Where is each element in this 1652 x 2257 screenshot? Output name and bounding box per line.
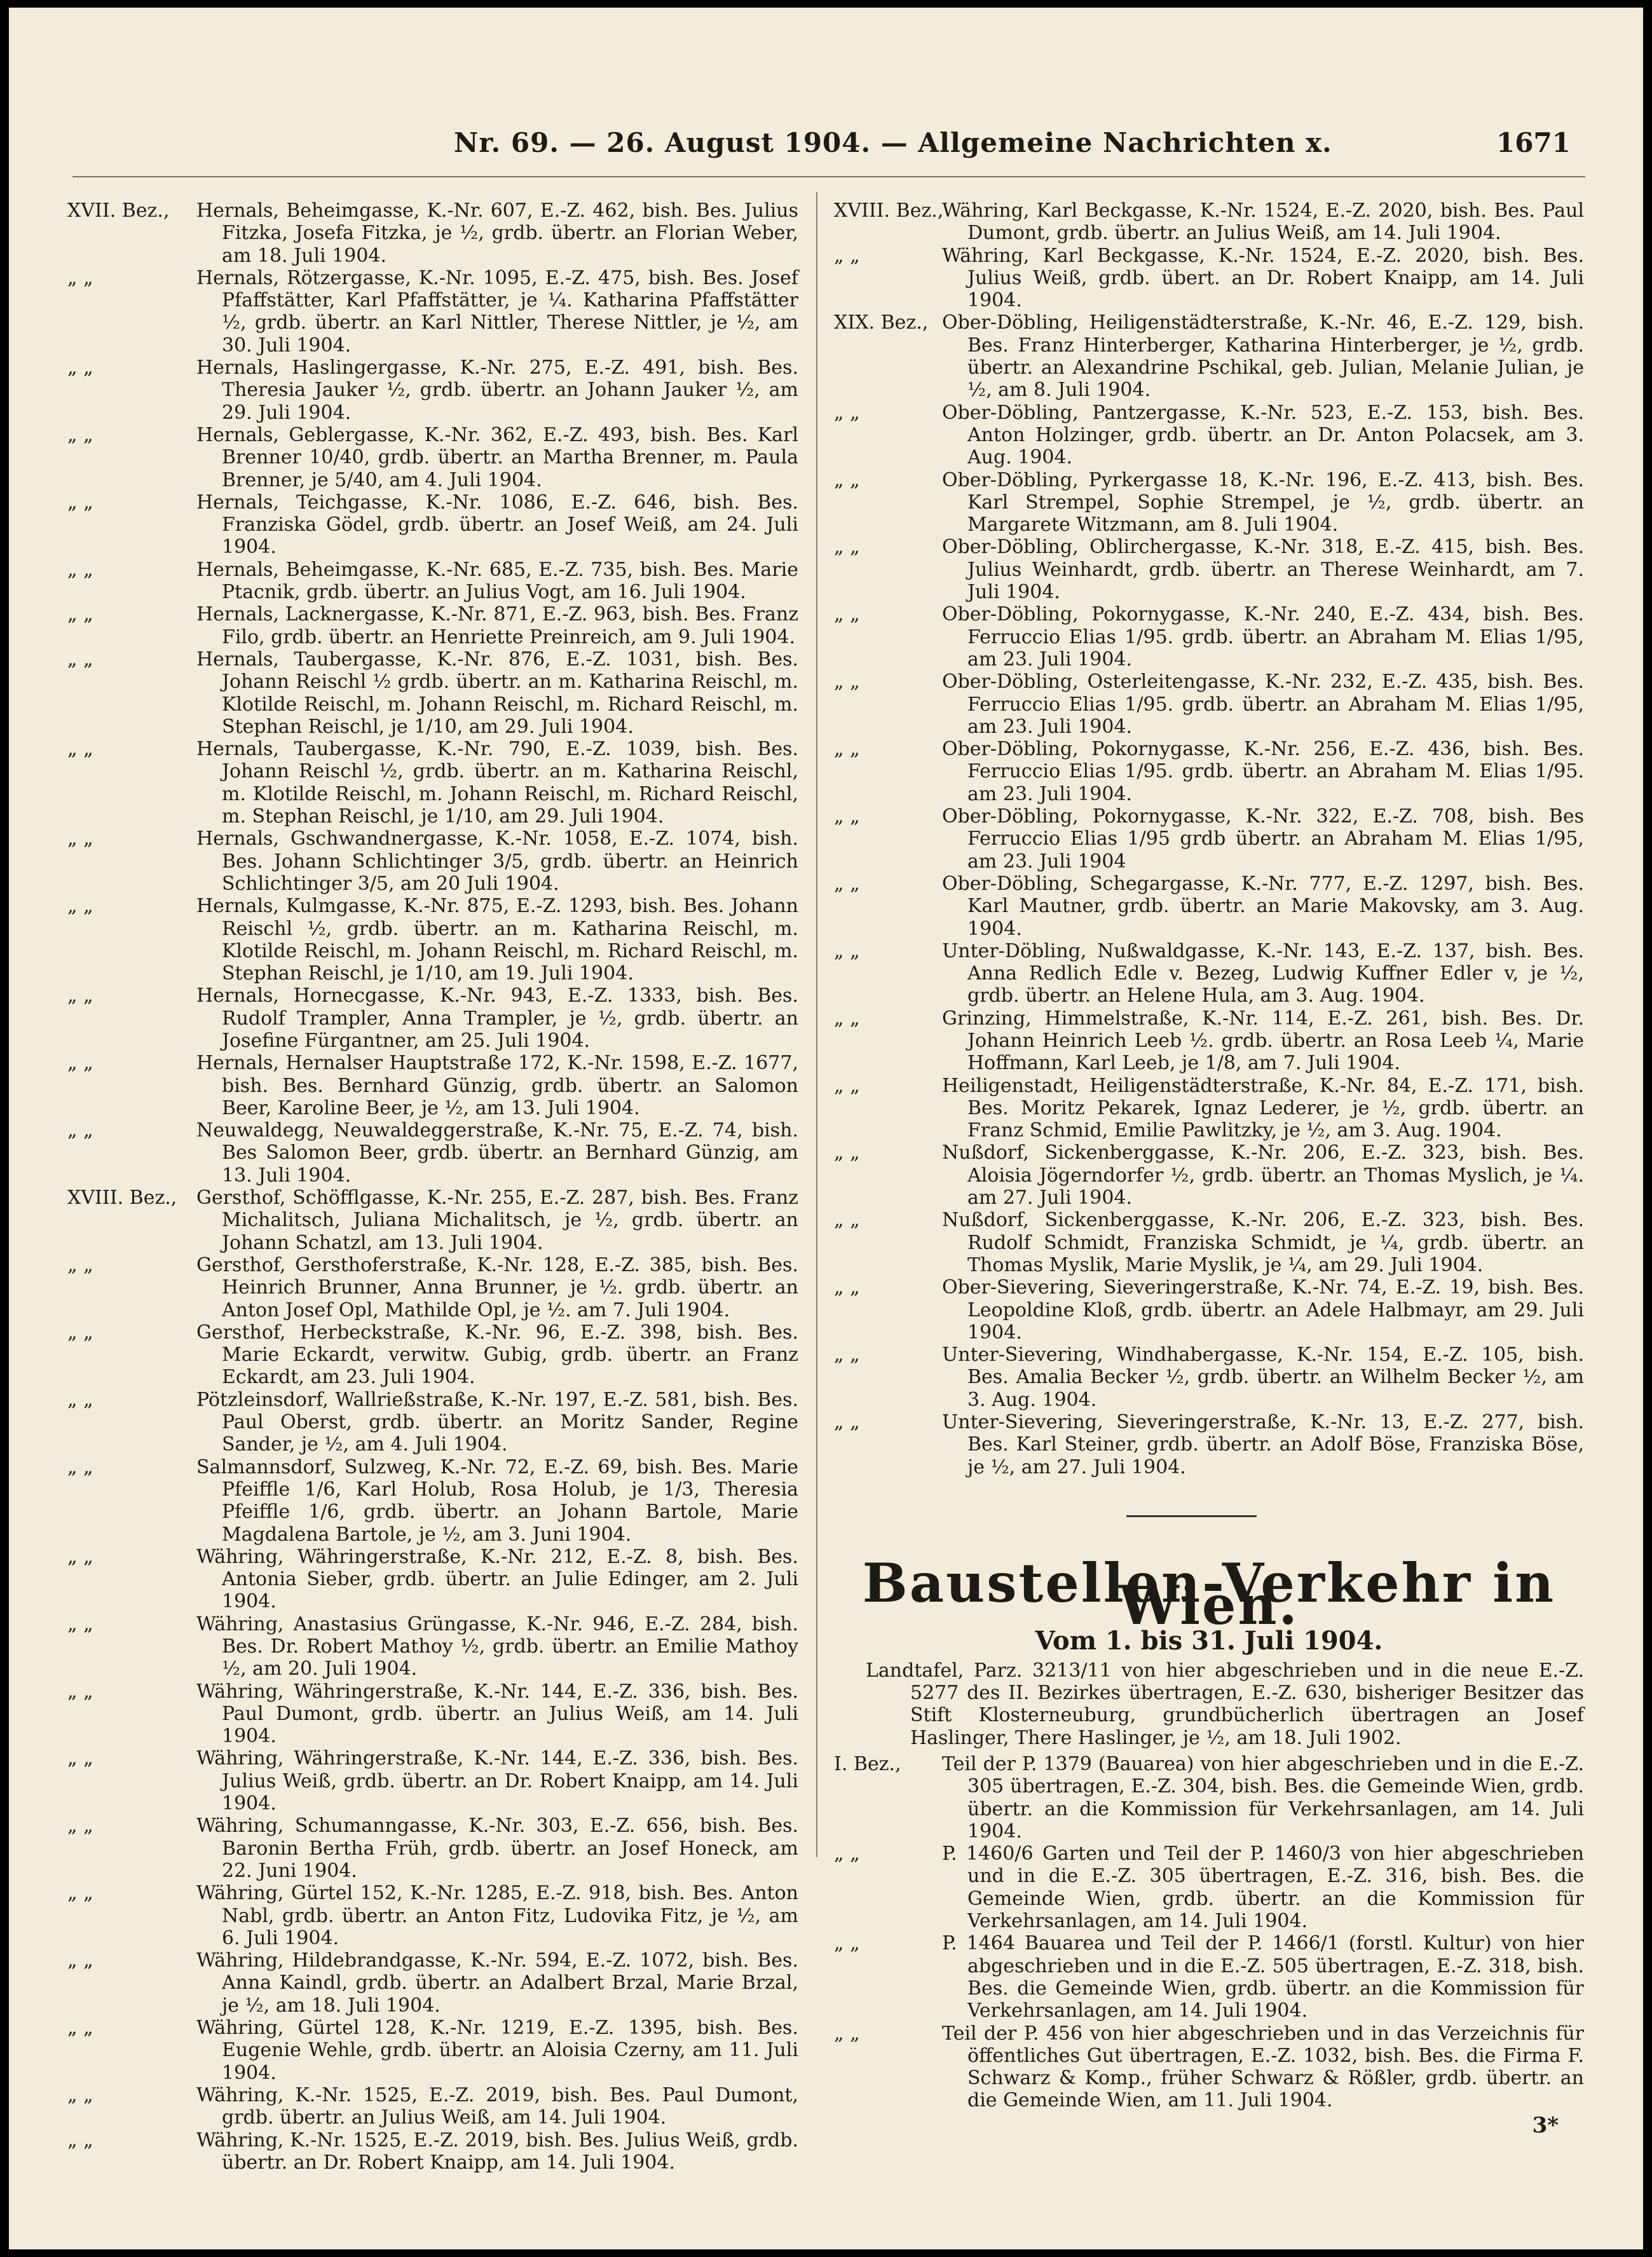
- right-column-entry: [834, 1075, 1584, 1142]
- left-column-entry: [67, 1882, 798, 1949]
- entry-text: Nußdorf, Sickenberggasse, K.-Nr. 206, E.-Z. 323, bish. Bes. Rudolf Schmidt, Franziska Schmidt, je ¼, grdb. übertr. an Thomas Myslik, Marie Myslik, je ¼, am 29. Juli 1904.: [942, 1209, 1584, 1276]
- left-column-entry: [67, 491, 798, 559]
- entry-district-prefix: „ „: [67, 1388, 93, 1411]
- entry-district-prefix: „ „: [834, 1142, 860, 1164]
- right-column-entry: [834, 469, 1584, 536]
- section-entry: [834, 2022, 1584, 2112]
- right-column-entry: [834, 1344, 1584, 1411]
- entry-district-prefix: „ „: [834, 1007, 860, 1030]
- entry-text: Währing, Währingerstraße, K.-Nr. 144, E.-Z. 336, bish. Bes. Julius Weiß, grdb. übertr. an Dr. Robert Knaipp, am 14. Juli 1904.: [196, 1747, 798, 1815]
- entry-district-prefix: „ „: [834, 1932, 860, 1955]
- entry-district-prefix: „ „: [67, 1949, 93, 1972]
- entry-text: Teil der P. 1379 (Bauarea) von hier abgeschrieben und in die E.-Z. 305 übertragen, E.-Z. 304, bish. Bes. die Gemeinde Wien, grdb. übertr. an die Kommission für Verkehrsanlagen, am 14. Juli 1904.: [942, 1753, 1584, 1843]
- entry-district-prefix: „ „: [67, 1882, 93, 1905]
- entry-district-prefix: „ „: [67, 895, 93, 918]
- entry-district-prefix: „ „: [67, 423, 93, 446]
- right-column-entry: [834, 536, 1584, 603]
- entry-district-prefix: XVIII. Bez.,: [834, 200, 944, 222]
- entry-text: Hernals, Gschwandnergasse, K.-Nr. 1058, E.-Z. 1074, bish. Bes. Johann Schlichtinger 3/5, grdb. übertr. an Heinrich Schlichtinger 3/5, am 20 Juli 1904.: [196, 828, 798, 895]
- left-column-entry: [67, 1456, 798, 1546]
- entry-district-prefix: „ „: [834, 1843, 860, 1865]
- entry-district-prefix: „ „: [834, 939, 860, 962]
- entry-text: Gersthof, Schöfflgasse, K.-Nr. 255, E.-Z. 287, bish. Bes. Franz Michalitsch, Juliana Michalitsch, je ½, grdb. übertr. an Johann Schatzl, am 13. Juli 1904.: [196, 1187, 798, 1254]
- left-column-entry: [67, 2129, 798, 2174]
- entry-text: Ober-Döbling, Schegargasse, K.-Nr. 777, E.-Z. 1297, bish. Bes. Karl Mautner, grdb. übertr. an Marie Makovsky, am 3. Aug. 1904.: [942, 872, 1584, 940]
- entry-text: Währing, Währingerstraße, K.-Nr. 144, E.-Z. 336, bish. Bes. Paul Dumont, grdb. übertr. an Julius Weiß, am 14. Juli 1904.: [196, 1680, 798, 1748]
- entry-district-prefix: „ „: [67, 738, 93, 761]
- entry-text: Ober-Döbling, Heiligenstädterstraße, K.-Nr. 46, E.-Z. 129, bish. Bes. Franz Hinterberger, Katharina Hinterberger, je ½, grdb. übertr. an Alexandrine Pschikal, geb. Julian, Melanie Julian, je ½, am 8. Juli 1904.: [942, 311, 1584, 402]
- entry-text: Ober-Döbling, Pokornygasse, K.-Nr. 256, E.-Z. 436, bish. Bes. Ferruccio Elias 1/95. grdb. übertr. an Abraham M. Elias 1/95. am 23. Juli 1904.: [942, 738, 1584, 805]
- left-column-entry: [67, 1052, 798, 1119]
- left-column-entry: [67, 1119, 798, 1187]
- entry-district-prefix: „ „: [67, 1815, 93, 1838]
- entry-district-prefix: „ „: [834, 738, 860, 761]
- entry-text: Ober-Döbling, Pokornygasse, K.-Nr. 240, E.-Z. 434, bish. Bes. Ferruccio Elias 1/95. grdb. übertr. an Abraham M. Elias 1/95, am 23. Juli 1904.: [942, 603, 1584, 671]
- entry-text: Hernals, Kulmgasse, K.-Nr. 875, E.-Z. 1293, bish. Bes. Johann Reischl ½, grdb. übertr. an m. Katharina Reischl, m. Klotilde Reischl, m. Johann Reischl, m. Richard Reischl, m. Stephan Reischl, je 1/10, am 19. Juli 1904.: [196, 895, 798, 985]
- entry-district-prefix: „ „: [67, 357, 93, 379]
- left-column: [67, 200, 798, 2174]
- entry-text: Hernals, Geblergasse, K.-Nr. 362, E.-Z. 493, bish. Bes. Karl Brenner 10/40, grdb. übertr. an Martha Brenner, m. Paula Brenner, je 5/40, am 4. Juli 1904.: [196, 423, 798, 491]
- left-column-entry: [67, 424, 798, 491]
- entry-district-prefix: „ „: [834, 2022, 860, 2045]
- entry-district-prefix: XIX. Bez.,: [834, 311, 929, 334]
- entry-district-prefix: I. Bez.,: [834, 1753, 901, 1775]
- entry-district-prefix: „ „: [834, 805, 860, 828]
- entry-text: Währing, Hildebrandgasse, K.-Nr. 594, E.-Z. 1072, bish. Bes. Anna Kaindl, grdb. übertr. an Adalbert Brzal, Marie Brzal, je ½, am 18. Juli 1904.: [196, 1949, 798, 2017]
- left-column-entry: [67, 648, 798, 738]
- left-column-entry: [67, 738, 798, 828]
- entry-district-prefix: „ „: [67, 2129, 93, 2151]
- right-column-entry: [834, 873, 1584, 940]
- entry-text: Grinzing, Himmelstraße, K.-Nr. 114, E.-Z. 261, bish. Bes. Dr. Johann Heinrich Leeb ½. grdb. übertr. an Rosa Leeb ¼, Marie Hoffmann, Karl Leeb, je 1/8, am 7. Juli 1904.: [942, 1007, 1584, 1075]
- entry-district-prefix: „ „: [834, 872, 860, 895]
- entry-district-prefix: „ „: [834, 401, 860, 424]
- entry-district-prefix: „ „: [67, 603, 93, 626]
- left-column-entry: [67, 603, 798, 648]
- entry-district-prefix: „ „: [67, 1747, 93, 1770]
- right-column-entry: [834, 1276, 1584, 1344]
- entry-district-prefix: „ „: [67, 828, 93, 850]
- entry-district-prefix: „ „: [67, 1253, 93, 1276]
- left-column-entry: [67, 200, 798, 267]
- column-rule: [816, 192, 817, 1857]
- left-column-entry: [67, 1815, 798, 1882]
- entry-district-prefix: „ „: [834, 1344, 860, 1367]
- left-column-entry: [67, 1254, 798, 1321]
- entry-text: Neuwaldegg, Neuwaldeggerstraße, K.-Nr. 75, E.-Z. 74, bish. Bes Salomon Beer, grdb. übertr. an Bernhard Günzig, am 13. Juli 1904.: [196, 1119, 798, 1187]
- right-column-entry: [834, 1007, 1584, 1075]
- left-column-entry: [67, 1613, 798, 1681]
- section-entries: [834, 1753, 1584, 2112]
- entry-text: P. 1460/6 Garten und Teil der P. 1460/3 von hier abgeschrieben und in die E.-Z. 305 übertragen, E.-Z. 316, bish. Bes. die Gemeinde Wien, grdb. übertr. an die Kommission für Verkehrsanlagen, am 14. Juli 1904.: [942, 1843, 1584, 1933]
- section-subtitle: Vom 1. bis 31. Juli 1904.: [1035, 1625, 1383, 1656]
- entry-district-prefix: „ „: [834, 244, 860, 267]
- left-column-entry: [67, 2084, 798, 2129]
- entry-text: Ober-Döbling, Osterleitengasse, K.-Nr. 232, E.-Z. 435, bish. Bes. Ferruccio Elias 1/95. grdb. übertr. an Abraham M. Elias 1/95, am 23. Juli 1904.: [942, 671, 1584, 738]
- left-column-entry: [67, 1747, 798, 1815]
- section-entry: [834, 1843, 1584, 1932]
- entry-text: Hernals, Beheimgasse, K.-Nr. 685, E.-Z. 735, bish. Bes. Marie Ptacnik, grdb. übertr. an Julius Vogt, am 16. Juli 1904.: [196, 558, 798, 604]
- entry-text: Teil der P. 456 von hier abgeschrieben und in das Verzeichnis für öffentliches Gut übertragen, E.-Z. 1032, bish. Bes. die Firma F. Schwarz & Komp., früher Schwarz & Rößler, grdb. übertr. an die Gemeinde Wien, am 11. Juli 1904.: [942, 2022, 1584, 2112]
- left-column-entry: [67, 828, 798, 895]
- entry-text: Unter-Sievering, Windhabergasse, K.-Nr. 154, E.-Z. 105, bish. Bes. Amalia Becker ½, grdb. übertr. an Wilhelm Becker ½, am 3. Aug. 1904.: [942, 1344, 1584, 1411]
- section-entry: [834, 1932, 1584, 2022]
- right-column-entry: [834, 1142, 1584, 1209]
- page-number: 1671: [1496, 127, 1571, 158]
- header-title: Nr. 69. — 26. August 1904. — Allgemeine Nachrichten x.: [454, 127, 1332, 158]
- entry-text: Währing, Schumanngasse, K.-Nr. 303, E.-Z. 656, bish. Bes. Baronin Bertha Früh, grdb. übertr. an Josef Honeck, am 22. Juni 1904.: [196, 1815, 798, 1882]
- newspaper-page: [9, 8, 1643, 2249]
- right-column-entry: [834, 402, 1584, 469]
- entry-district-prefix: „ „: [67, 985, 93, 1007]
- left-column-entry: [67, 357, 798, 424]
- entry-text: Salmannsdorf, Sulzweg, K.-Nr. 72, E.-Z. 69, bish. Bes. Marie Pfeiffle 1/6, Karl Holub, Rosa Holub, je 1/3, Theresia Pfeiffle 1/6, grdb. übertr. an Johann Bartole, Marie Magdalena Bartole, je ½, am 3. Juni 1904.: [196, 1456, 798, 1546]
- entry-text: Ober-Döbling, Pantzergasse, K.-Nr. 523, E.-Z. 153, bish. Bes. Anton Holzinger, grdb. übertr. an Dr. Anton Polacsek, am 3. Aug. 1904.: [942, 401, 1584, 469]
- right-column-entry: [834, 603, 1584, 671]
- entry-district-prefix: „ „: [67, 648, 93, 671]
- right-column-entry: [834, 311, 1584, 401]
- entry-text: Nußdorf, Sickenberggasse, K.-Nr. 206, E.-Z. 323, bish. Bes. Aloisia Jögerndorfer ½, grdb. übertr. an Thomas Myslich, je ¼. am 27. Juli 1904.: [942, 1142, 1584, 1210]
- page-header: [9, 127, 1643, 172]
- entry-text: Gersthof, Gersthoferstraße, K.-Nr. 128, E.-Z. 385, bish. Bes. Heinrich Brunner, Anna Brunner, je ½. grdb. übertr. an Anton Josef Opl, Mathilde Opl, je ½. am 7. Juli 1904.: [196, 1253, 798, 1321]
- entry-text: Hernals, Rötzergasse, K.-Nr. 1095, E.-Z. 475, bish. Bes. Josef Pfaffstätter, Karl Pfaffstätter, je ¼. Katharina Pfaffstätter ½, grdb. übertr. an Karl Nittler, Therese Nittler, je ½, am 30. Juli 1904.: [196, 266, 798, 357]
- right-column-entry: [834, 1209, 1584, 1276]
- entry-text: Ober-Döbling, Oblirchergasse, K.-Nr. 318, E.-Z. 415, bish. Bes. Julius Weinhardt, grdb. übertr. an Therese Weinhardt, am 7. Juli 1904.: [942, 536, 1584, 604]
- entry-district-prefix: „ „: [834, 1411, 860, 1434]
- entry-district-prefix: „ „: [834, 1276, 860, 1299]
- left-column-entry: [67, 1389, 798, 1456]
- section-intro: Landtafel, Parz. 3213/11 von hier abgeschrieben und in die neue E.-Z. 5277 des II. Bezirkes übertragen, E.-Z. 630, bisheriger Besitzer das Stift Klosterneuburg, grundbücherlich übertragen an Josef Haslinger, There Haslinger, je ½, am 18. Juli 1902.: [866, 1659, 1584, 1749]
- entry-text: Ober-Döbling, Pokornygasse, K.-Nr. 322, E.-Z. 708, bish. Bes Ferruccio Elias 1/95 grdb übertr. an Abraham M. Elias 1/95, am 23. Juli 1904: [942, 805, 1584, 873]
- entry-district-prefix: „ „: [67, 2017, 93, 2040]
- entry-district-prefix: „ „: [67, 1119, 93, 1142]
- left-column-entry: [67, 1321, 798, 1389]
- left-column-entry: [67, 559, 798, 604]
- entry-district-prefix: „ „: [834, 603, 860, 626]
- entry-text: Währing, Währingerstraße, K.-Nr. 212, E.-Z. 8, bish. Bes. Antonia Sieber, grdb. übertr. an Julie Edinger, am 2. Juli 1904.: [196, 1545, 798, 1613]
- entry-text: Gersthof, Herbeckstraße, K.-Nr. 96, E.-Z. 398, bish. Bes. Marie Eckardt, verwitw. Gubig, grdb. übertr. an Franz Eckardt, am 23. Juli 1904.: [196, 1321, 798, 1389]
- entry-text: Währing, Gürtel 152, K.-Nr. 1285, E.-Z. 918, bish. Bes. Anton Nabl, grdb. übertr. an Anton Fitz, Ludovika Fitz, je ½, am 6. Juli 1904.: [196, 1882, 798, 1949]
- left-column-entry: [67, 895, 798, 985]
- left-column-entry: [67, 267, 798, 357]
- entry-text: Währing, Karl Beckgasse, K.-Nr. 1524, E.-Z. 2020, bish. Bes. Paul Dumont, grdb. übertr. an Julius Weiß, am 14. Juli 1904.: [942, 200, 1584, 245]
- entry-text: P. 1464 Bauarea und Teil der P. 1466/1 (forstl. Kultur) von hier abgeschrieben und in die E.-Z. 505 übertragen, E.-Z. 318, bish. Bes. die Gemeinde Wien, grdb. übertr. an die Kommission für Verkehrsanlagen, am 14. Juli 1904.: [942, 1932, 1584, 2022]
- entry-text: Ober-Döbling, Pyrkergasse 18, K.-Nr. 196, E.-Z. 413, bish. Bes. Karl Strempel, Sophie Strempel, je ½, grdb. übertr. an Margarete Witzmann, am 8. Juli 1904.: [942, 468, 1584, 536]
- entry-text: Hernals, Taubergasse, K.-Nr. 876, E.-Z. 1031, bish. Bes. Johann Reischl ½ grdb. übertr. an m. Katharina Reischl, m. Klotilde Reischl, m. Johann Reischl, m. Richard Reischl, m. Stephan Reischl, je 1/10, am 29. Juli 1904.: [196, 648, 798, 738]
- left-column-entry: [67, 1949, 798, 2017]
- entry-district-prefix: „ „: [834, 1074, 860, 1097]
- right-column-entry: [834, 940, 1584, 1007]
- entry-district-prefix: „ „: [834, 536, 860, 559]
- entry-text: Währing, Gürtel 128, K.-Nr. 1219, E.-Z. 1395, bish. Bes. Eugenie Wehle, grdb. übertr. an Aloisia Czerny, am 11. Juli 1904.: [196, 2017, 798, 2084]
- entry-text: Hernals, Hornecgasse, K.-Nr. 943, E.-Z. 1333, bish. Bes. Rudolf Trampler, Anna Trampler, je ½, grdb. übertr. an Josefine Fürgantner, am 25. Juli 1904.: [196, 985, 798, 1052]
- right-column: [834, 200, 1584, 2137]
- entry-district-prefix: „ „: [67, 1321, 93, 1344]
- section-title: Baustellen-Verkehr in Wien.: [862, 1551, 1556, 1637]
- entry-text: Hernals, Beheimgasse, K.-Nr. 607, E.-Z. 462, bish. Bes. Julius Fitzka, Josefa Fitzka, je ½, grdb. übertr. an Florian Weber, am 18. Juli 1904.: [196, 200, 798, 267]
- right-column-entry: [834, 805, 1584, 873]
- signature-mark: 3*: [1532, 2112, 1559, 2138]
- entry-text: Währing, K.-Nr. 1525, E.-Z. 2019, bish. Bes. Paul Dumont, grdb. übertr. an Julius Weiß, am 14. Juli 1904.: [196, 2083, 798, 2129]
- entry-text: Ober-Sievering, Sieveringerstraße, K.-Nr. 74, E.-Z. 19, bish. Bes. Leopoldine Kloß, grdb. übertr. an Adele Halbmayr, am 29. Juli 1904.: [942, 1276, 1584, 1344]
- right-column-entry: [834, 671, 1584, 738]
- right-column-entry: [834, 245, 1584, 312]
- entry-district-prefix: XVIII. Bez.,: [67, 1187, 177, 1210]
- entry-district-prefix: „ „: [67, 1613, 93, 1635]
- left-column-entry: [67, 1546, 798, 1613]
- entry-text: Währing, Anastasius Grüngasse, K.-Nr. 946, E.-Z. 284, bish. Bes. Dr. Robert Mathoy ½, grdb. übertr. an Emilie Mathoy ½, am 20. Juli 1904.: [196, 1613, 798, 1681]
- entry-text: Währing, Karl Beckgasse, K.-Nr. 1524, E.-Z. 2020, bish. Bes. Julius Weiß, grdb. übert. an Dr. Robert Knaipp, am 14. Juli 1904.: [942, 244, 1584, 312]
- section-rule: [1126, 1515, 1257, 1517]
- entry-district-prefix: „ „: [67, 1456, 93, 1478]
- entry-district-prefix: „ „: [67, 558, 93, 581]
- left-column-entry: [67, 1681, 798, 1748]
- entry-district-prefix: „ „: [67, 266, 93, 289]
- entry-text: Hernals, Lacknergasse, K.-Nr. 871, E.-Z. 963, bish. Bes. Franz Filo, grdb. übertr. an Henriette Preinreich, am 9. Juli 1904.: [196, 603, 798, 648]
- left-column-entry: [67, 1187, 798, 1254]
- right-column-entry: [834, 738, 1584, 805]
- entry-district-prefix: „ „: [67, 491, 93, 514]
- entry-text: Hernals, Teichgasse, K.-Nr. 1086, E.-Z. 646, bish. Bes. Franziska Gödel, grdb. übertr. an Josef Weiß, am 24. Juli 1904.: [196, 491, 798, 559]
- entry-district-prefix: „ „: [834, 468, 860, 491]
- entry-text: Hernals, Haslingergasse, K.-Nr. 275, E.-Z. 491, bish. Bes. Theresia Jauker ½, grdb. übertr. an Johann Jauker ½, am 29. Juli 1904.: [196, 357, 798, 424]
- right-column-entry: [834, 1411, 1584, 1478]
- right-entries: [834, 200, 1584, 1478]
- entry-district-prefix: „ „: [67, 1052, 93, 1075]
- entry-text: Unter-Sievering, Sieveringerstraße, K.-Nr. 13, E.-Z. 277, bish. Bes. Karl Steiner, grdb. übertr. an Adolf Böse, Franziska Böse, je ½, am 27. Juli 1904.: [942, 1411, 1584, 1478]
- right-column-entry: [834, 200, 1584, 245]
- entry-text: Hernals, Taubergasse, K.-Nr. 790, E.-Z. 1039, bish. Bes. Johann Reischl ½, grdb. übertr. an m. Katharina Reischl, m. Klotilde Reischl, m. Johann Reischl, m. Richard Reischl, m. Stephan Reischl, je 1/10, am 29. Juli 1904.: [196, 738, 798, 828]
- left-column-entry: [67, 985, 798, 1052]
- entry-district-prefix: XVII. Bez.,: [67, 200, 170, 222]
- entry-text: Heiligenstadt, Heiligenstädterstraße, K.-Nr. 84, E.-Z. 171, bish. Bes. Moritz Pekarek, Ignaz Lederer, je ½, grdb. übertr. an Franz Schmid, Emilie Pawlitzky, je ½, am 3. Aug. 1904.: [942, 1074, 1584, 1142]
- entry-district-prefix: „ „: [67, 1680, 93, 1703]
- left-column-entry: [67, 2017, 798, 2084]
- entry-text: Unter-Döbling, Nußwaldgasse, K.-Nr. 143, E.-Z. 137, bish. Bes. Anna Redlich Edle v. Bezeg, Ludwig Kuffner Edler v, je ½, grdb. übertr. an Helene Hula, am 3. Aug. 1904.: [942, 939, 1584, 1007]
- section-entry: [834, 1753, 1584, 1843]
- entry-district-prefix: „ „: [67, 1545, 93, 1568]
- entry-text: Währing, K.-Nr. 1525, E.-Z. 2019, bish. Bes. Julius Weiß, grdb. übertr. an Dr. Robert Knaipp, am 14. Juli 1904.: [196, 2129, 798, 2174]
- entry-district-prefix: „ „: [67, 2083, 93, 2106]
- entry-district-prefix: „ „: [834, 1209, 860, 1232]
- entry-text: Hernals, Hernalser Hauptstraße 172, K.-Nr. 1598, E.-Z. 1677, bish. Bes. Bernhard Günzig, grdb. übertr. an Salomon Beer, Karoline Beer, je ½, am 13. Juli 1904.: [196, 1052, 798, 1119]
- header-rule: [72, 176, 1585, 177]
- entry-text: Pötzleinsdorf, Wallrießstraße, K.-Nr. 197, E.-Z. 581, bish. Bes. Paul Oberst, grdb. übertr. an Moritz Sander, Regine Sander, je ½, am 4. Juli 1904.: [196, 1388, 798, 1456]
- entry-district-prefix: „ „: [834, 671, 860, 693]
